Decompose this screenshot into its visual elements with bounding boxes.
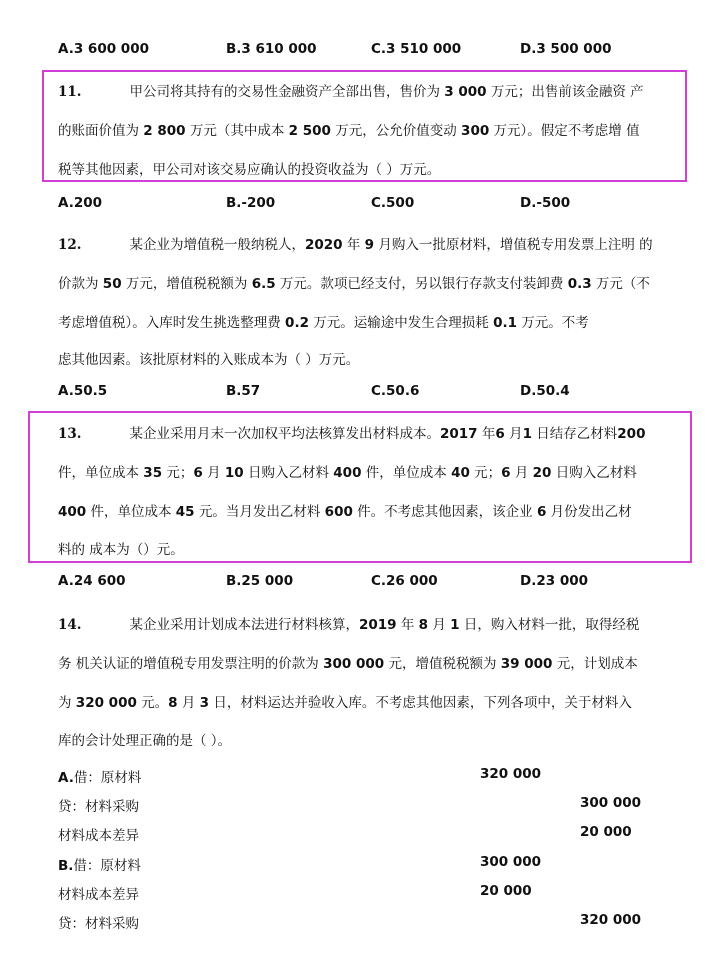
- q12-option-a[interactable]: A.50.5: [58, 383, 108, 399]
- q12-option-b[interactable]: B.57: [226, 383, 261, 399]
- journal-b-amount-2: 20 000: [480, 883, 532, 899]
- q10-option-d[interactable]: D.3 500 000: [520, 41, 612, 57]
- q14-number: 14.: [58, 617, 82, 633]
- q10-options: [58, 41, 698, 63]
- q10-option-a[interactable]: A.3 600 000: [58, 41, 149, 57]
- q12-line-2: 价款为 50 万元，增值税税额为 6.5 万元。款项已经支付，另以银行存款支付装卸费 0.3 万元（不: [58, 276, 650, 292]
- journal-b-amount-3: 320 000: [580, 912, 642, 928]
- q12-number: 12.: [58, 237, 82, 253]
- q13-option-d[interactable]: D.23 000: [520, 573, 589, 589]
- q14-line-4: 库的会计处理正确的是（ ）。: [58, 733, 232, 749]
- q11-number: 11.: [58, 84, 82, 100]
- journal-a-amount-3: 20 000: [580, 824, 632, 840]
- q14-line-2: 务 机关认证的增值税专用发票注明的价款为 300 000 元，增值税税额为 39 000 元，计划成本: [58, 656, 638, 672]
- journal-b-amount-1: 300 000: [480, 854, 542, 870]
- q12-option-d[interactable]: D.50.4: [520, 383, 570, 399]
- q13-line-3: 400 件，单位成本 45 元。当月发出乙材料 600 件。不考虑其他因素，该企业 6 月份发出乙材: [58, 504, 632, 520]
- journal-a-amount-1: 320 000: [480, 766, 542, 782]
- journal-a-amount-2: 300 000: [580, 795, 642, 811]
- q14-line-3: 为 320 000 元。8 月 3 日，材料运达并验收入库。不考虑其他因素，下列各项中，关于材料入: [58, 695, 632, 711]
- q13-option-b[interactable]: B.25 000: [226, 573, 294, 589]
- q11-line-1: 11. 甲公司将其持有的交易性金融资产全部出售，售价为 3 000 万元；出售前该金融资 产: [58, 84, 644, 100]
- q11-options: [58, 195, 698, 217]
- q13-line-2: 件，单位成本 35 元；6 月 10 日购入乙材料 400 件，单位成本 40 元；6 月 20 日购入乙材料: [58, 465, 637, 481]
- q13-line-4: 料的 成本为（）元。: [58, 542, 184, 558]
- q12-options: [58, 383, 698, 405]
- q11-option-b[interactable]: B.-200: [226, 195, 276, 211]
- journal-a-label: A.: [58, 770, 74, 786]
- journal-b-label: B.: [58, 858, 74, 874]
- journal-b-line-3: 贷：材料采购: [58, 916, 139, 932]
- q13-options: [58, 573, 698, 595]
- journal-a-line-3: 材料成本差异: [58, 828, 139, 844]
- q12-option-c[interactable]: C.50.6: [371, 383, 420, 399]
- q13-line-1: 13. 某企业采用月末一次加权平均法核算发出材料成本。2017 年6 月1 日结存乙材料200: [58, 426, 646, 442]
- journal-b-line-1: B.借：原材料: [58, 858, 141, 874]
- q11-option-a[interactable]: A.200: [58, 195, 103, 211]
- journal-a-line-2: 贷：材料采购: [58, 799, 139, 815]
- q11-option-d[interactable]: D.-500: [520, 195, 571, 211]
- q10-option-b[interactable]: B.3 610 000: [226, 41, 317, 57]
- q11-line-2: 的账面价值为 2 800 万元（其中成本 2 500 万元，公允价值变动 300 万元）。假定不考虑增 值: [58, 123, 640, 139]
- q13-number: 13.: [58, 426, 82, 442]
- q13-option-c[interactable]: C.26 000: [371, 573, 438, 589]
- q11-line-3: 税等其他因素，甲公司对该交易应确认的投资收益为（ ）万元。: [58, 162, 441, 178]
- q10-option-c[interactable]: C.3 510 000: [371, 41, 462, 57]
- q12-line-3: 考虑增值税）。入库时发生挑选整理费 0.2 万元。运输途中发生合理损耗 0.1 万元。不考: [58, 315, 589, 331]
- q14-line-1: 14. 某企业采用计划成本法进行材料核算，2019 年 8 月 1 日，购入材料一批，取得经税: [58, 617, 640, 633]
- q13-option-a[interactable]: A.24 600: [58, 573, 126, 589]
- journal-a-line-1: A.借：原材料: [58, 770, 142, 786]
- q12-line-1: 12. 某企业为增值税一般纳税人，2020 年 9 月购入一批原材料，增值税专用发票上注明 的: [58, 237, 653, 253]
- q11-option-c[interactable]: C.500: [371, 195, 415, 211]
- q12-line-4: 虑其他因素。该批原材料的入账成本为（ ）万元。: [58, 352, 360, 368]
- journal-b-line-2: 材料成本差异: [58, 887, 139, 903]
